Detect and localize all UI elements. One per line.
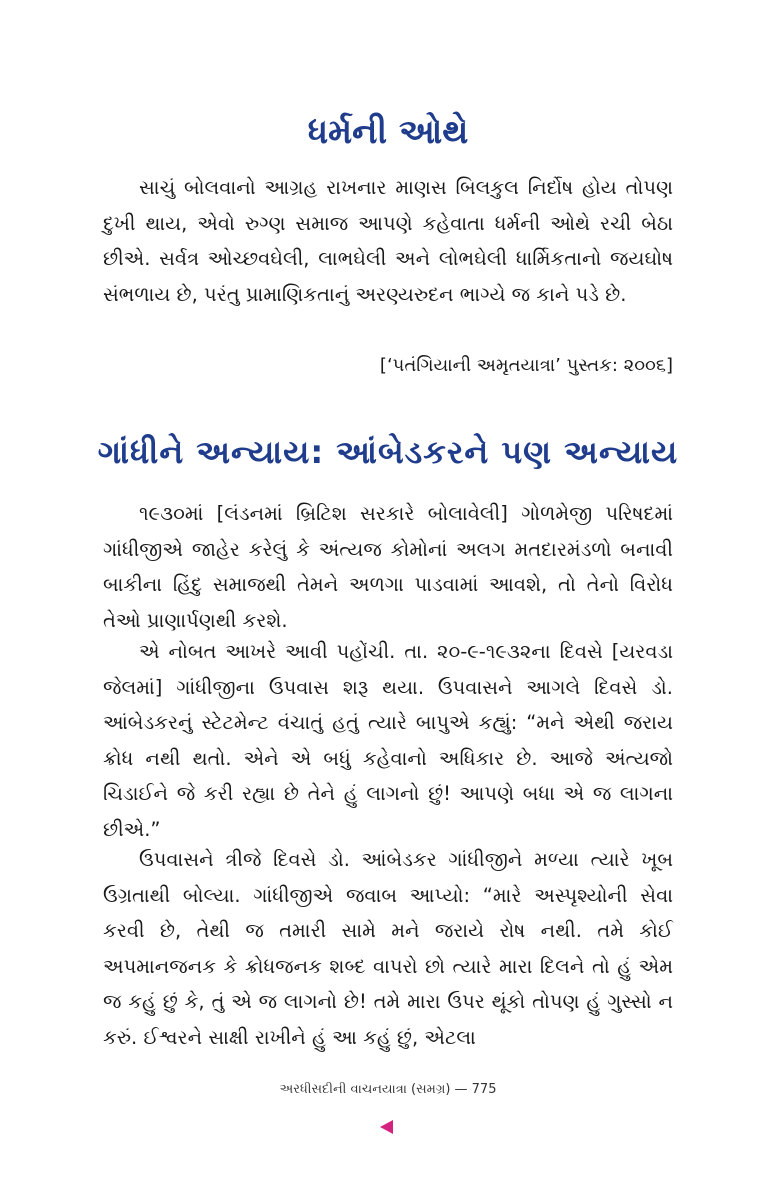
page-footer: અરધીસદીની વાચનયાત્રા (સમગ્ર) — 775 [279,1082,497,1097]
section2-paragraph-3: ઉપવાસને ત્રીજે દિવસે ડો. આંબેડકર ગાંધીજીને મળ્યા ત્યારે ખૂબ ઉગ્રતાથી બોલ્યા. ગાંધીજીએ જવાબ આપ્યો: “મારે અસ્પૃશ્યોની સેવા કરવી છે, તેથી જ તમારી સામે મને જરાયે રોષ નથી. તમે કોઈ અપમાનજનક કે ક્રોધજનક શબ્દ વાપરો છો ત્યારે મારા દિલને તો હું એમ જ કહું છું કે, તું એ જ લાગનો છે! તમે મારા ઉપર થૂંકો તોપણ હું ગુસ્સો ન કરું. ઈશ્વરને સાક્ષી રાખીને હું આ કહું છું, એટલા [103,848,673,1049]
section1-paragraph: સાચું બોલવાનો આગ્રહ રાખનાર માણસ બિલકુલ નિર્દોષ હોય તોપણ દુખી થાય, એવો રુગ્ણ સમાજ આપણે કહેવાતા ધર્મની ઓથે રચી બેઠા છીએ. સર્વત્ર ઓચ્છવઘેલી, લાભઘેલી અને લોભઘેલી ધાર્મિકતાનો જયઘોષ સંભળાય છે, પરંતુ પ્રામાણિકતાનું અરણ્યરુદન ભાગ્યે જ કાને પડે છે. [103,176,673,306]
section2-paragraph-2: એ નોબત આખરે આવી પહોંચી. તા. ૨૦-૯-૧૯૩૨ના દિવસે [યરવડા જેલમાં] ગાંધીજીના ઉપવાસ શરૂ થયા. ઉપવાસને આગલે દિવસે ડો. આંબેડકરનું સ્ટેટમેન્ટ વંચાતું હતું ત્યારે બાપુએ કહ્યું: “મને એથી જરાય ક્રોધ નથી થતો. એને એ બધું કહેવાનો અધિકાર છે. આજે અંત્યજો ચિડાઈને જે કરી રહ્યા છે તેને હું લાગનો છું! આપણે બધા એ જ લાગના છીએ.” [103,640,673,841]
section-title-dharma: ધર્મની ઓથે [307,112,469,152]
section2-paragraph-1: ૧૯૩૦માં [લંડનમાં બ્રિટિશ સરકારે બોલાવેલી] ગોળમેજી પરિષદમાં ગાંધીજીએ જાહેર કરેલું કે અંત્યજ કોમોનાં અલગ મતદારમંડળો બનાવી બાકીના હિંદુ સમાજથી તેમને અળગા પાડવામાં આવશે, તો તેનો વિરોધ તેઓ પ્રાણાર્પણથી કરશે. [103,502,673,632]
section1-citation: [‘પતંગિયાની અમૃતયાત્રા’ પુસ્તક: ૨૦૦૬] [379,355,673,376]
left-triangle-icon[interactable] [380,1120,393,1134]
section-title-gandhi-ambedkar: ગાંધીને અન્યાય: આંબેડકરને પણ અન્યાય [97,433,679,471]
